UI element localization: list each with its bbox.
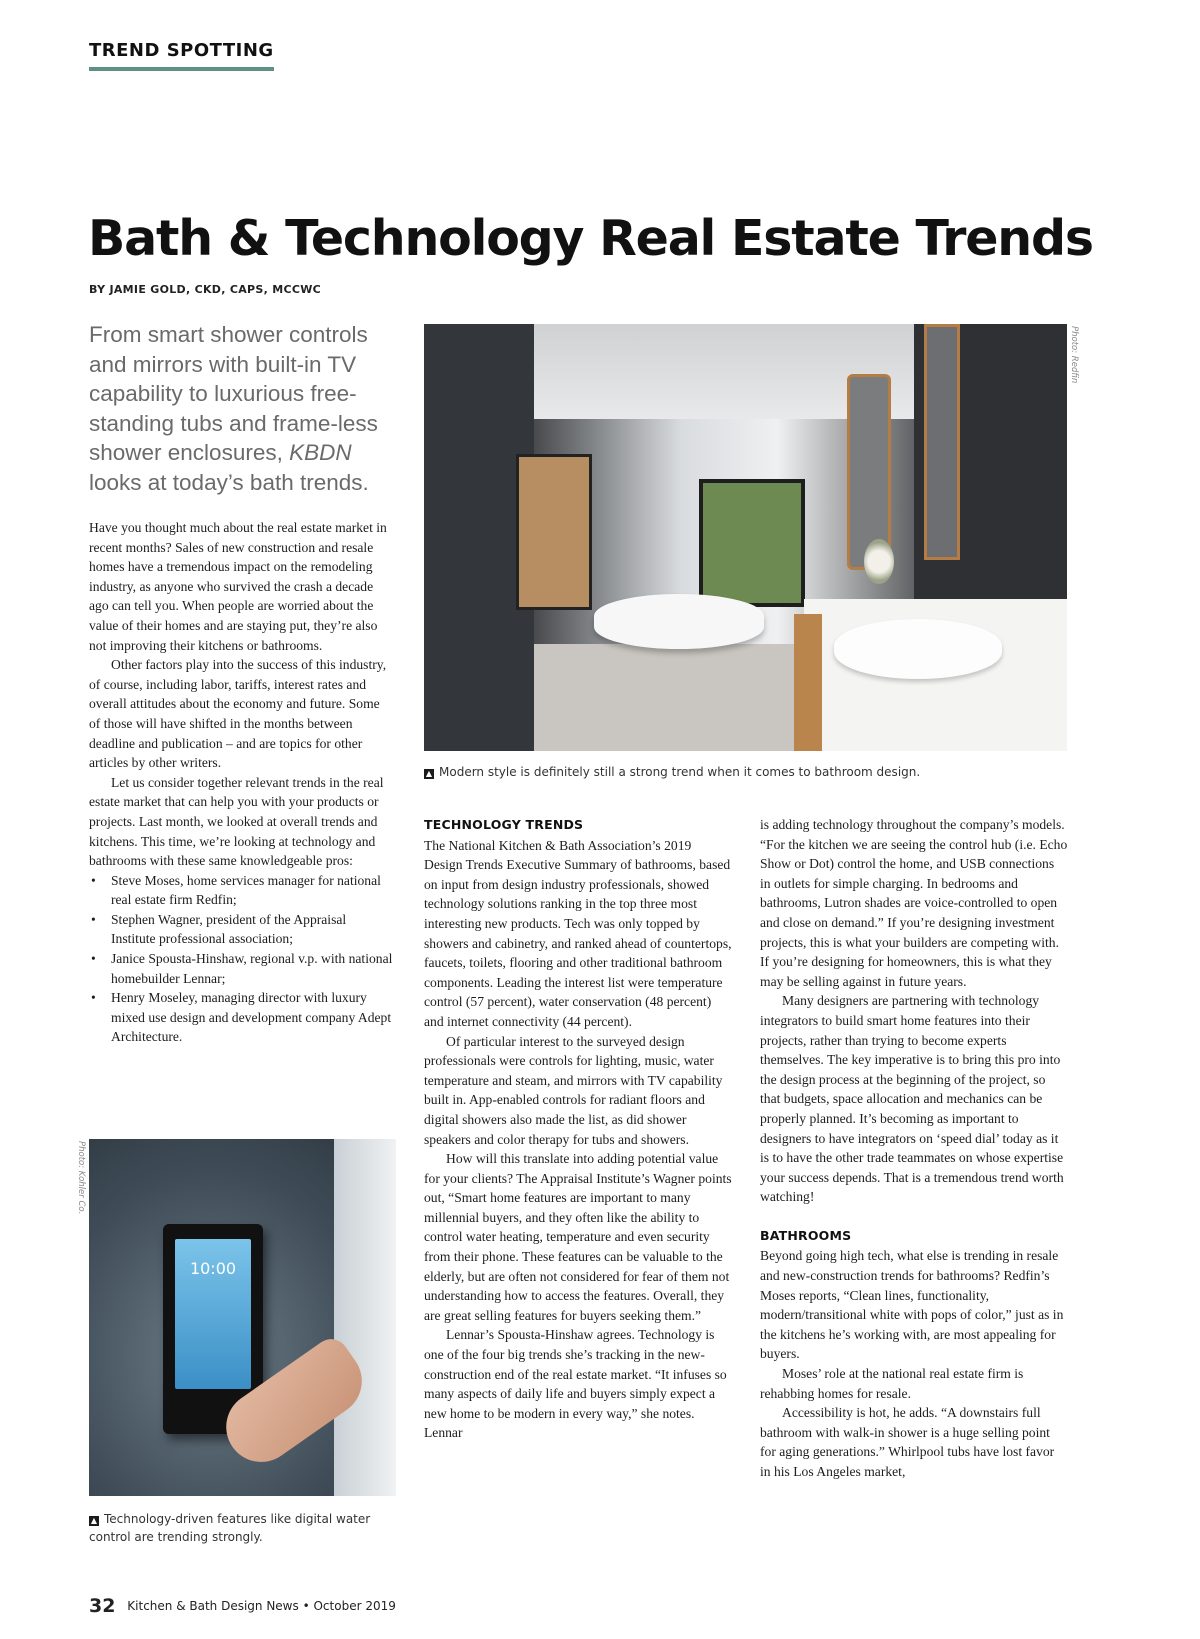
paragraph: Lennar’s Spousta-Hinshaw agrees. Technology is one of the four big trends she’s tracking in the new-construction end of the real estate market. “It infuses so many aspects of daily life and buyers simply expect a new home to be modern in every way,” she notes. Lennar [424, 1327, 727, 1441]
photo-window-center [699, 479, 805, 607]
bath-photo-caption [424, 763, 1067, 781]
photo-window-left [516, 454, 592, 610]
photo-mirror-right [924, 324, 960, 560]
photo-vanity-wood [794, 614, 822, 751]
photo-credit: Photo: Redfin [1069, 326, 1079, 384]
paragraph: Let us consider together relevant trends in the real estate market that can help you with your products or projects. Last month, we looked at overall trends and kitchens. This time, we’re looking at technology and bathrooms with these same knowledgeable pros: [89, 774, 384, 869]
caption-arrow-icon: ▲ [90, 1516, 98, 1525]
page-number: 32 [89, 1595, 116, 1617]
list-item: • Janice Spousta-Hinshaw, regional v.p. with national homebuilder Lennar; [89, 949, 394, 988]
footer-separator: • [302, 1599, 310, 1613]
deck-tail: looks at today’s bath trends. [89, 469, 369, 495]
caption-arrow-icon: ▲ [425, 769, 433, 778]
column-1 [89, 518, 394, 1047]
photo-pillar [334, 1139, 396, 1496]
list-item: • Stephen Wagner, president of the Appraisal Institute professional association; [89, 910, 394, 949]
deck-lead: From smart shower controls and mirrors with built-in TV capability to luxurious free-standing tubs and frame-less shower enclosures, [89, 322, 378, 465]
photo-credit: Photo: Kohler Co. [76, 1141, 86, 1215]
bathroom-photo [424, 324, 1067, 751]
photo-sink [834, 619, 1002, 679]
paragraph: How will this translate into adding potential value for your clients? The Appraisal Institute’s Wagner points out, “Smart home features are important to many millennial buyers, and they often like the ability to control water heating, temperature and even security from their phone. These features can be valuable to the elderly, but are often not considered for fear of them not understanding how to access the features. Overall, they are great selling features for buyers seeking them.” [424, 1151, 732, 1323]
subhead-bathrooms: BATHROOMS [760, 1227, 852, 1243]
list-item: • Henry Moseley, managing director with luxury mixed use design and development company Adept Architecture. [89, 988, 394, 1047]
photo-orchid [864, 539, 894, 584]
article-headline: Bath & Technology Real Estate Trends [88, 210, 1093, 267]
paragraph: Of particular interest to the surveyed design professionals were controls for lighting, music, water temperature and steam, and mirrors with TV capability built in. App-enabled controls for radiant floors and digital showers also made the list, as did shower speakers and color therapy for tubs and showers. [424, 1033, 723, 1147]
paragraph: Moses’ role at the national real estate firm is rehabbing homes for resale. [760, 1366, 1024, 1401]
column-2 [424, 815, 732, 1443]
photo-bathtub [594, 594, 764, 649]
issue-date: October 2019 [313, 1599, 396, 1613]
deck-emphasis: KBDN [289, 440, 352, 465]
paragraph: The National Kitchen & Bath Association’s 2019 Design Trends Executive Summary of bathrooms, based on input from design industry professionals, showed technology solutions ranking in the top three most interesting new products. Tech was only topped by showers and cabinetry, and ranked ahead of countertops, faucets, toilets, flooring and other traditional bathroom components. Leading the interest list were temperature control (57 percent), water conservation (48 percent) and internet connectivity (44 percent). [424, 837, 732, 1029]
paragraph: Many designers are partnering with technology integrators to build smart home features into their projects, rather than trying to become experts themselves. The key imperative is to bring this pro into the design process at the beginning of the project, so that budgets, space allocation and mechanics can be properly planned. It’s becoming as important to designers to have integrators on ‘speed dial’ today as it is to have the other trade teammates on whose expertise your success depends. That is a tremendous trend worth watching! [760, 993, 1064, 1205]
photo-screen-time: 10:00 [189, 1259, 237, 1278]
paragraph: Accessibility is hot, he adds. “A downstairs full bathroom with walk-in shower is a huge selling point for aging generations.” Whirlpool tubs have lost favor in his Los Angeles market, [760, 1405, 1055, 1479]
paragraph: Beyond going high tech, what else is trending in resale and new-construction trends for bathrooms? Redfin’s Moses reports, “Clean lines, functionality, modern/transitional white with pops of color,” just as in the kitchens he’s working with, are most appealing for buyers. [760, 1248, 1064, 1362]
byline: BY JAMIE GOLD, CKD, CAPS, MCCWC [89, 283, 322, 296]
expert-list [89, 871, 394, 1047]
section-tag: TREND SPOTTING [89, 40, 274, 71]
paragraph: Other factors play into the success of this industry, of course, including labor, tariffs, interest rates and overall attitudes about the economy and future. Some of those will have shifted in the months between deadline and publication – and are topics for other articles by other writers. [89, 657, 387, 771]
control-photo-caption [89, 1510, 389, 1546]
list-item: • Steve Moses, home services manager for national real estate firm Redfin; [89, 871, 394, 910]
paragraph: is adding technology throughout the company’s models. “For the kitchen we are seeing the control hub (i.e. Echo Show or Dot) control the home, and USB connections in outlets for simple charging. In bedrooms and bathrooms, Lutron shades are voice-controlled to open and close on demand.” If you’re designing investment projects, this is what your builders are competing with. If you’re designing for homeowners, this is what they may be selling against in future years. [760, 817, 1068, 989]
column-3 [760, 815, 1068, 1482]
caption-text: Modern style is definitely still a strong trend when it comes to bathroom design. [439, 765, 921, 779]
subhead-technology-trends: TECHNOLOGY TRENDS [424, 817, 584, 832]
paragraph: Have you thought much about the real estate market in recent months? Sales of new construction and resale homes have a tremendous impact on the remodeling industry, as anyone who survived the crash a decade ago can tell you. When people are worried about the value of their homes and are staying put, they’re also not improving their kitchens or bathrooms. [89, 520, 387, 653]
article-deck [89, 320, 389, 497]
publication-name: Kitchen & Bath Design News [127, 1599, 299, 1613]
shower-control-photo [89, 1139, 396, 1496]
caption-text: Technology-driven features like digital water control are trending strongly. [89, 1512, 371, 1544]
page-footer [89, 1595, 396, 1617]
